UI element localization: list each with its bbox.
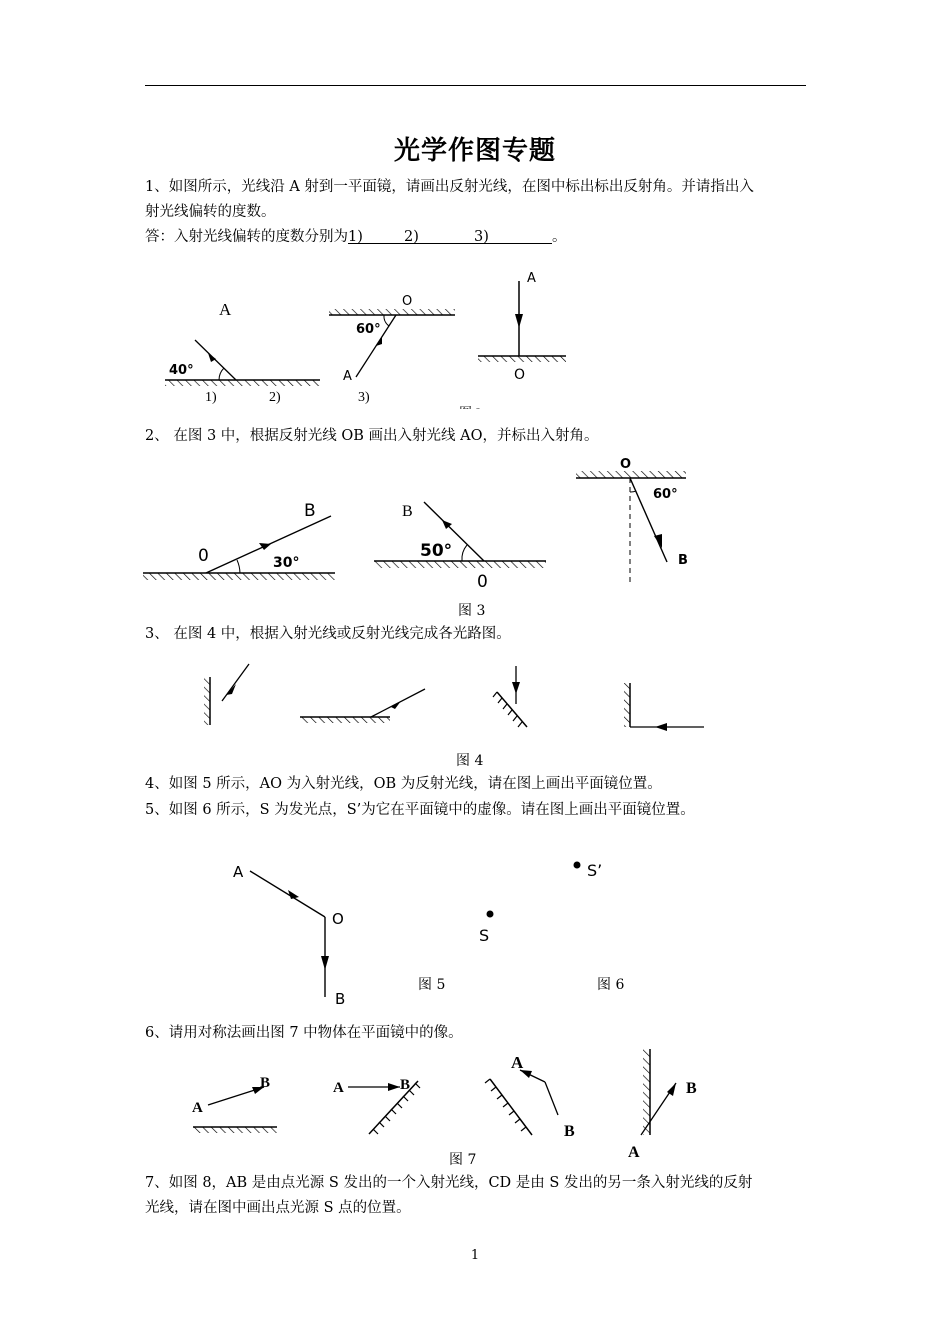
fig3-caption: 图 3 [458,603,486,619]
page-number: 1 [470,1248,480,1263]
q6-text: 6、请用对称法画出图 7 中物体在平面镜中的像。 [145,1025,463,1041]
fig3-1-label-o: 0 [198,546,209,566]
page-title: 光学作图专题 [393,136,556,166]
fig7-1-label-a: A [192,1100,203,1116]
fig7-4-label-a: A [628,1144,640,1161]
fig6-label-s: S [479,926,490,945]
fig7-diagram-4 [628,1049,697,1161]
fig3-diagram-2 [374,502,546,592]
fig7-3-object-b-leg [545,1082,558,1115]
fig3-2-label-o: 0 [477,572,488,592]
fig7-3-label-a: A [511,1053,524,1072]
fig7-1-label-b: B [260,1075,271,1091]
fig5-ray-ao [250,871,325,917]
fig2-3-label-a: A [527,271,536,286]
fig2-number-1: 1) [205,390,217,405]
q5-text: 5、如图 6 所示，S 为发光点，S’为它在平面镜中的虚像。请在图上画出平面镜位置。 [145,802,695,818]
fig2-1-mirror-hatch [165,380,320,386]
q7-text-line2: 光线，请在图中画出点光源 S 点的位置。 [145,1200,411,1216]
fig2-caption-crop [440,409,500,421]
fig2-1-label-a: A [219,300,232,319]
fig7-caption: 图 7 [449,1152,477,1168]
fig3-1-mirror-hatch [143,573,335,580]
q1-blank-3-label: 3) [474,229,489,245]
q1-text-line2: 射光线偏转的度数。 [145,204,276,220]
fig4-2-mirror-hatch [300,717,390,723]
fig3-1-angle-label: 30° [273,555,300,571]
fig2-3-arrowhead [515,314,523,328]
fig3-2-angle-arc [462,545,467,561]
fig7-1-mirror-hatch [193,1127,277,1133]
fig7-diagram-1 [192,1075,277,1133]
fig4-3-arrowhead [512,682,520,694]
fig2-1-arrowhead [208,353,216,362]
fig3-2-angle-label: 50° [420,541,453,561]
fig2-number-2: 2) [269,390,281,405]
fig7-2-label-b: B [400,1077,411,1093]
fig2-2-angle-arc [384,315,389,326]
fig3-3-arrowhead [654,534,662,548]
fig3-3-label-b: B [678,553,688,568]
fig4-4-arrowhead [655,723,667,731]
fig3-1-label-b: B [304,501,316,521]
fig2-1-angle-label: 40° [169,363,194,378]
fig7-4-label-b: B [686,1080,697,1097]
q7-text-line1: 7、如图 8，AB 是由点光源 S 发出的一个入射光线，CD 是由 S 发出的另一条入射光线的反射 [145,1175,753,1191]
q1-answer-prefix: 答：入射光线偏转的度数分别为 [145,229,348,245]
q2-text: 2、 在图 3 中，根据反射光线 OB 画出入射光线 AO，并标出入射角。 [145,428,599,444]
fig4-1-mirror-hatch [204,677,210,725]
fig5-arrowhead-ao [288,890,299,899]
fig3-1-angle-arc [237,560,240,573]
fig3-3-label-o: O [620,457,632,472]
fig3-3-angle-label: 60° [653,487,678,502]
q1-blank-1-label: 1) [348,229,363,245]
fig4-3-mirror [497,692,527,727]
q1-blank-2-label: 2) [404,229,419,245]
fig4-diagram-4 [624,683,704,731]
fig2-diagram-3 [478,271,566,383]
q1-text-line1: 1、如图所示，光线沿 A 射到一平面镜，请画出反射光线，在图中标出标出反射角。并请指出入 [145,179,754,195]
fig4-4-mirror-hatch [624,683,630,727]
fig7-diagram-2 [333,1077,420,1134]
fig6-label-s-prime: S’ [587,861,603,880]
q4-text: 4、如图 5 所示，AO 为入射光线，OB 为反射光线，请在图上画出平面镜位置。 [145,776,662,792]
q1-answer-end: 。 [552,229,567,245]
fig7-2-label-a: A [333,1080,344,1096]
fig2-3-label-o: O [514,367,526,383]
fig2-1-angle-arc [219,368,224,380]
fig3-2-mirror-hatch [374,561,546,568]
fig7-diagram-3 [485,1053,575,1140]
fig5-diagram [233,863,345,1008]
fig7-3-label-b: B [564,1123,575,1140]
fig4-caption: 图 4 [456,753,484,769]
fig2-2-mirror-hatch [329,309,455,315]
fig5-label-o: O [332,910,344,928]
fig5-label-b: B [335,990,346,1008]
fig5-label-a: A [233,863,244,881]
fig2-1-incident-ray [195,340,236,380]
fig2-diagram-2 [329,294,455,384]
fig4-diagram-3 [493,666,527,727]
fig6-point-s [487,911,494,918]
fig2-2-label-o: O [402,294,413,309]
fig5-arrowhead-ob [321,956,329,970]
fig4-diagram-1 [204,664,249,725]
fig7-2-arrowhead [388,1083,400,1091]
fig2-3-mirror-hatch [478,356,566,362]
fig3-1-arrowhead [259,543,271,550]
fig3-2-label-b: B [402,503,413,520]
fig3-3-angle-arc [630,491,636,492]
fig4-1-ray [222,664,249,701]
fig3-diagram-3 [576,457,688,584]
fig3-3-mirror-hatch [576,471,686,478]
fig2-number-3: 3) [358,390,370,405]
fig6-caption: 图 6 [597,977,625,993]
fig2-2-label-a: A [343,369,352,384]
q3-text: 3、 在图 4 中，根据入射光线或反射光线完成各光路图。 [145,626,511,642]
fig4-diagram-2 [300,689,425,723]
fig2-diagram-1 [165,300,320,386]
fig3-diagram-1 [143,501,335,580]
fig6-point-s-prime [574,862,581,869]
fig5-caption: 图 5 [418,977,446,993]
fig6-diagram [479,861,602,945]
fig2-2-angle-label: 60° [356,322,381,337]
fig4-2-arrowhead [391,701,401,709]
